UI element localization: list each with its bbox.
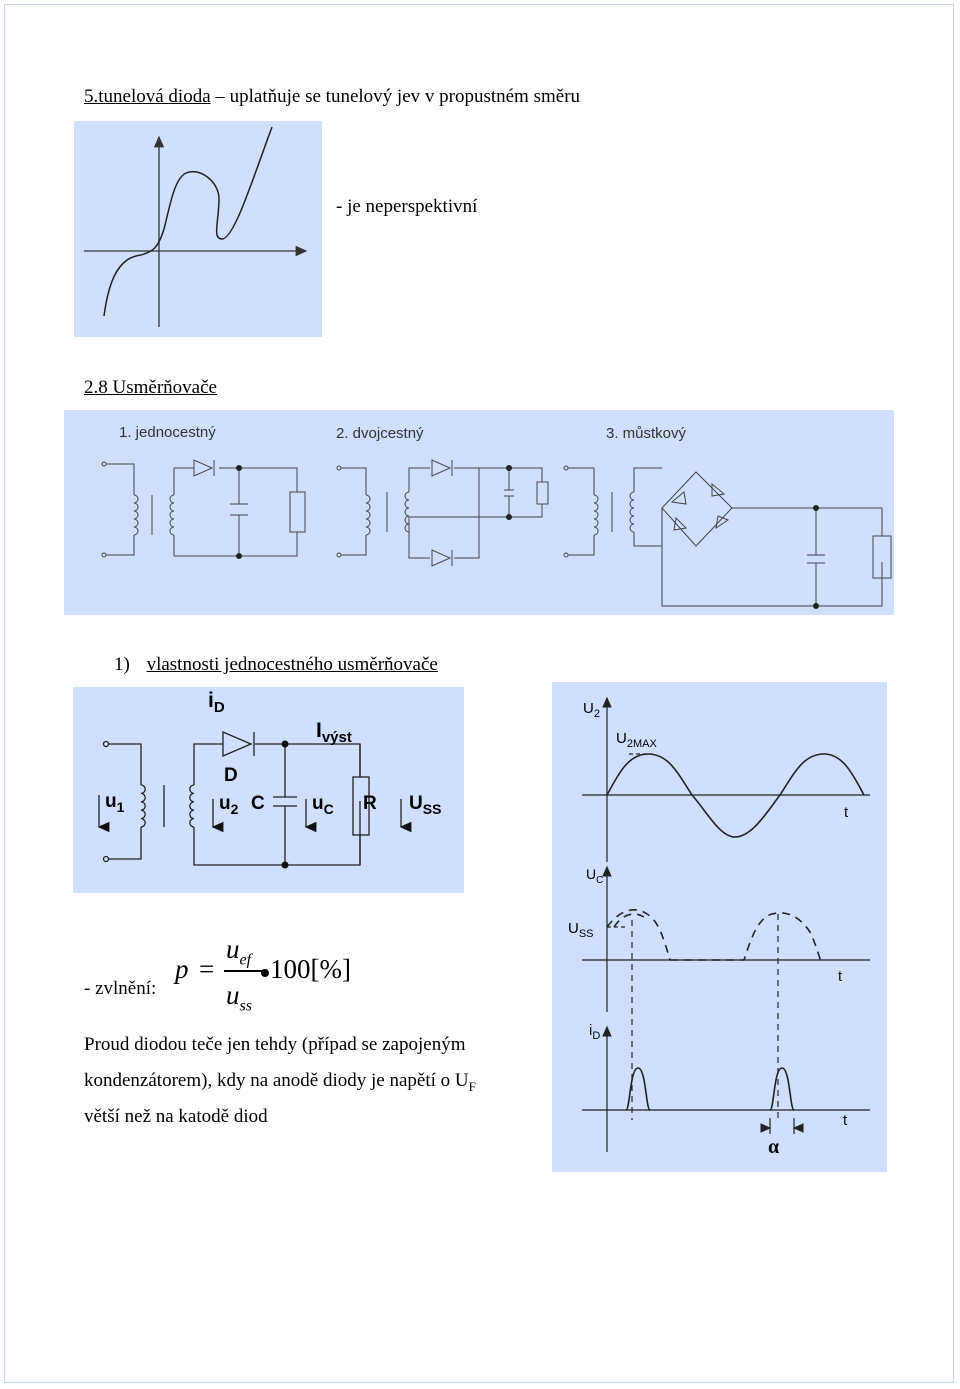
rectifier-type-full-wave-label: 2. dvojcestný [336, 425, 424, 442]
half-wave-schematic [102, 460, 305, 557]
tunnel-diode-heading-text: – uplatňuje se tunelový jev v propustném směru [210, 86, 581, 107]
ripple-fraction-bar [224, 970, 266, 972]
label-t-uc: t [838, 968, 843, 985]
tunnel-iv-curve [104, 127, 272, 316]
label-id-axis: $i_D$ [589, 1022, 601, 1042]
label-uss-axis: $U_{SS}$ [568, 920, 594, 940]
label-uc: $u_C$ [312, 793, 334, 817]
ripple-factor: 100[%] [270, 954, 351, 984]
half-wave-circuit-diagram [73, 687, 464, 893]
label-i-d: $i_D$ [208, 689, 225, 717]
tunnel-diode-heading [84, 86, 580, 108]
label-i-vyst: $I_{výst}$ [316, 719, 352, 747]
label-u1: $u_1$ [105, 791, 125, 815]
explanation-line-2: kondenzátorem), kdy na anodě diody je napětí o $U_F$ [84, 1070, 476, 1094]
waveforms-panel [552, 682, 887, 1172]
rectifier-waveforms-graph [552, 682, 887, 1172]
label-u2-axis: $U_2$ [583, 700, 600, 720]
tunnel-diode-heading-number: 5.tunelová dioda [84, 86, 211, 107]
half-wave-properties-heading [114, 654, 438, 676]
tunnel-diode-chart-panel [74, 121, 322, 337]
tunnel-diode-characteristic-graph [74, 121, 322, 337]
label-u2max: $U_{2MAX}$ [616, 730, 657, 750]
bridge-diodes [672, 484, 728, 530]
half-wave-circuit-panel [73, 687, 464, 893]
rectifier-types-panel [64, 410, 894, 615]
rectifier-type-half-wave-label: 1. jednocestný [119, 424, 216, 441]
label-alpha: α [768, 1136, 780, 1158]
label-diode-d: D [224, 765, 238, 786]
half-wave-heading-text: vlastnosti jednocestného usměrňovače [146, 654, 438, 675]
label-capacitor-c: C [251, 793, 265, 814]
rectifier-type-bridge-label: 3. můstkový [606, 425, 687, 442]
id-pulse-1 [626, 1068, 650, 1110]
explanation-line-3: větší než na katodě diod [84, 1106, 268, 1127]
rectifiers-section-title: 2.8 Usměrňovače [84, 377, 217, 398]
label-resistor-r: R [363, 793, 377, 814]
rectifier-schematics [64, 410, 894, 615]
label-t-id: t [843, 1112, 848, 1129]
ripple-p: p [175, 954, 189, 984]
label-t-u2: t [844, 804, 849, 821]
label-u2: $u_2$ [219, 793, 239, 817]
ripple-equals: = [199, 954, 215, 984]
ripple-multiply-dot [261, 969, 269, 977]
ripple-numerator: $u_{ef}$ [226, 934, 252, 969]
tunnel-diode-note: - je neperspektivní [336, 196, 478, 217]
uc-curve [607, 910, 822, 964]
explanation-line-1: Proud diodou teče jen tehdy (případ se zapojeným [84, 1034, 466, 1055]
ripple-denominator: $u_{ss}$ [226, 980, 252, 1015]
full-wave-schematic [337, 460, 548, 566]
half-wave-heading-number: 1) [114, 654, 130, 675]
label-uss: $U_{SS}$ [409, 793, 442, 817]
ripple-label: - zvlnění: [84, 978, 157, 999]
id-pulse-2 [770, 1068, 794, 1110]
label-uc-axis: $U_C$ [586, 866, 604, 886]
bridge-schematic [564, 466, 891, 606]
